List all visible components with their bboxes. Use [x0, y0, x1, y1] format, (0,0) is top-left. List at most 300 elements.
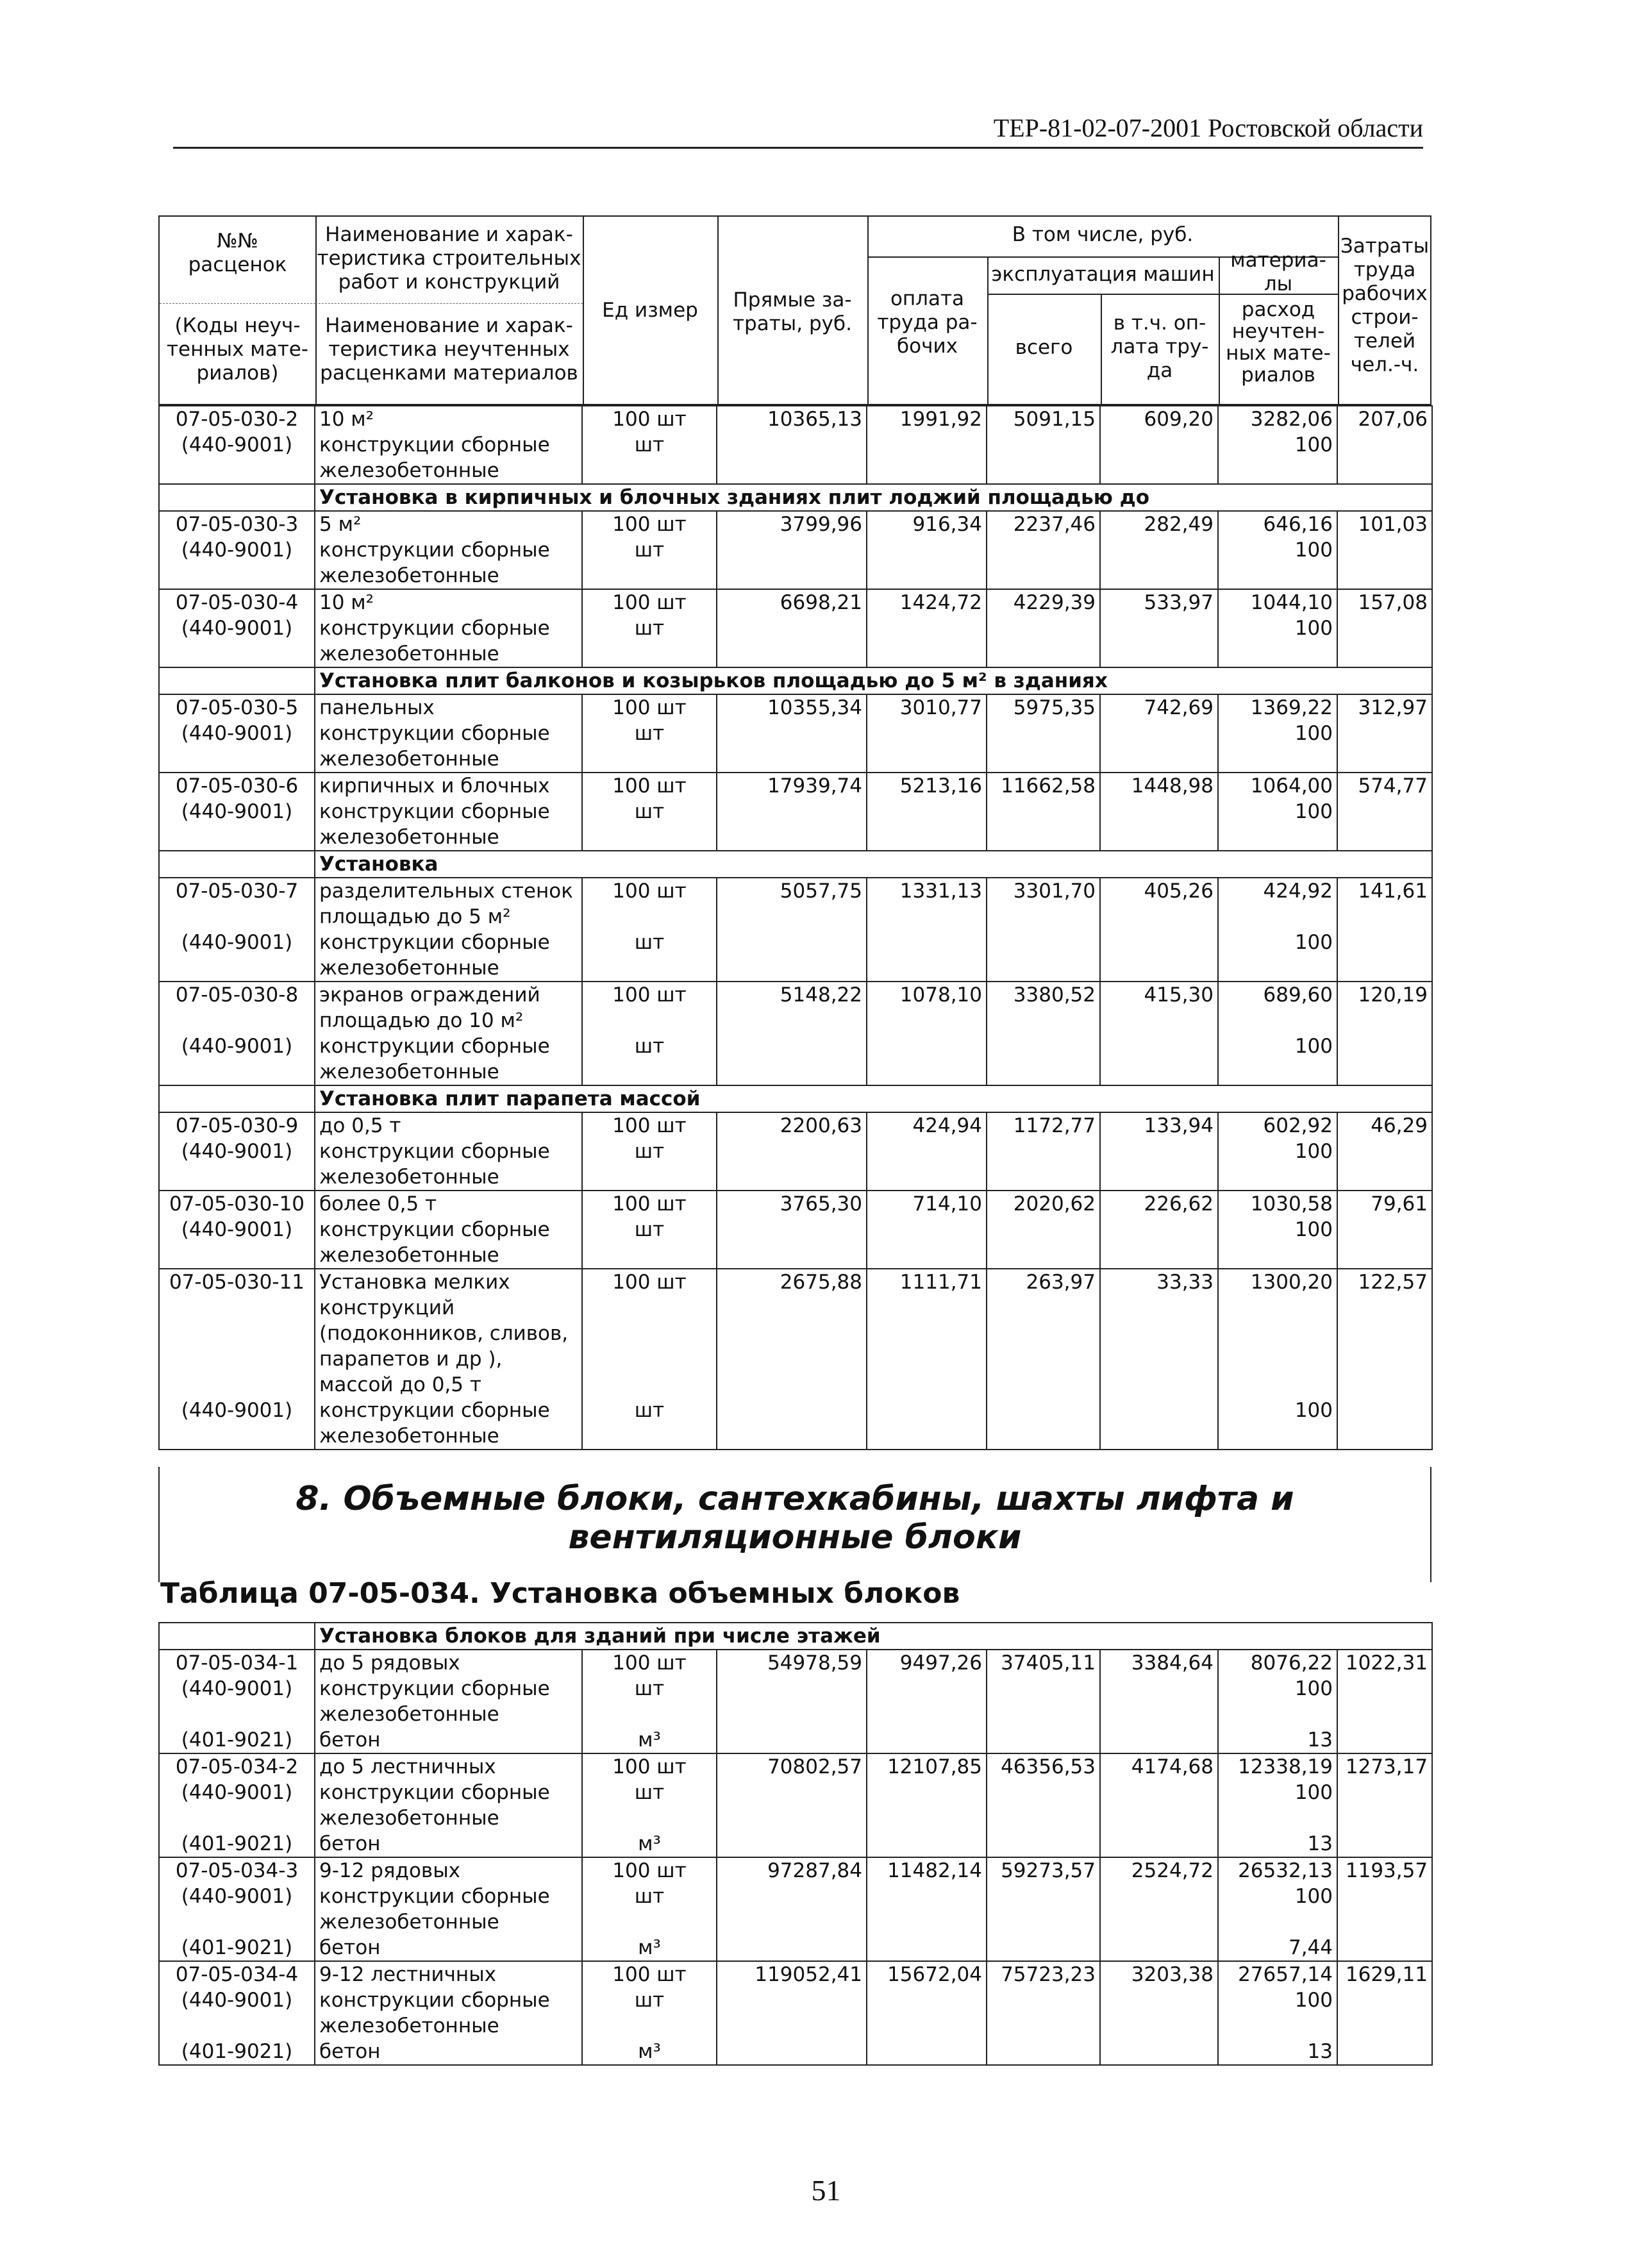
cell-machw [1100, 537, 1218, 589]
cell-wage: 1331,13 [867, 878, 987, 930]
cell-machw [1100, 930, 1218, 982]
cell-unit: шт [582, 615, 717, 667]
cell-code: 07-05-030-7 [159, 878, 315, 930]
cell-unit: м³ [582, 2039, 717, 2065]
cell-direct [717, 537, 867, 589]
cell-name: разделительных стенок площадью до 5 м² [315, 878, 582, 930]
cell-wage: 5213,16 [867, 773, 987, 799]
cell-lab: 141,61 [1337, 878, 1432, 930]
cell-mat: 100 [1218, 1217, 1337, 1269]
cell-mat: 13 [1218, 1831, 1337, 1857]
table-row [159, 1987, 1432, 2039]
cell-mach [987, 1139, 1100, 1191]
table-row [159, 1961, 1432, 1987]
cell-lab [1337, 1398, 1432, 1450]
cell-mach [987, 721, 1100, 773]
name-col-subheader: Наименование и харак- теристика неучтенных расценками материалов [320, 314, 578, 385]
cell-direct [717, 432, 867, 484]
cell-unit: шт [582, 1884, 717, 1935]
cell-unit: шт [582, 930, 717, 982]
cell-unit: 100 шт [582, 878, 717, 930]
cell-direct [717, 1780, 867, 1831]
cell-wage: 1111,71 [867, 1269, 987, 1398]
cell-name: конструкции сборные железобетонные [315, 930, 582, 982]
cell-wage: 12107,85 [867, 1753, 987, 1780]
machines-total-header: всего [1015, 336, 1073, 359]
cell-mach [987, 799, 1100, 851]
rates-table-07-05-034 [158, 1622, 1433, 2066]
table-row [159, 615, 1432, 667]
cell-direct [717, 930, 867, 982]
cell-unit: шт [582, 537, 717, 589]
cell-mach [987, 432, 1100, 484]
cell-code: 07-05-030-11 [159, 1269, 315, 1398]
cell-name: конструкции сборные железобетонные [315, 1217, 582, 1269]
cell-mat: 100 [1218, 1987, 1337, 2039]
cell-name: более 0,5 т [315, 1191, 582, 1217]
cell-wage: 11482,14 [867, 1857, 987, 1884]
cell-mach [987, 1033, 1100, 1085]
cell-wage [867, 1727, 987, 1753]
cell-code: (401-9021) [159, 2039, 315, 2065]
cell-name: конструкции сборные железобетонные [315, 1780, 582, 1831]
cell-code: (440-9001) [159, 930, 315, 982]
cell-mat: 1044,10 [1218, 589, 1337, 615]
cell-wage: 1424,72 [867, 589, 987, 615]
cell-unit: м³ [582, 1831, 717, 1857]
materials-sub-header: расход неучтен- ных мате- риалов [1226, 298, 1331, 387]
cell-unit: 100 шт [582, 1112, 717, 1139]
cell-code: (440-9001) [159, 1139, 315, 1191]
cell-direct [717, 1831, 867, 1857]
cell-direct: 2200,63 [717, 1112, 867, 1139]
cell-mach [987, 1987, 1100, 2039]
table-title: Таблица 07-05-034. Установка объемных блоков [160, 1577, 960, 1610]
cell-mach [987, 1727, 1100, 1753]
cell-mat: 13 [1218, 2039, 1337, 2065]
section-label: Установка в кирпичных и блочных зданиях плит лоджий площадью до [315, 484, 1432, 511]
cell-direct [717, 799, 867, 851]
cell-machw [1100, 1217, 1218, 1269]
cell-wage [867, 1884, 987, 1935]
cell-code: (440-9001) [159, 1033, 315, 1085]
cell-direct: 70802,57 [717, 1753, 867, 1780]
cell-unit: 100 шт [582, 406, 717, 432]
section-row [159, 1085, 1432, 1112]
cell-wage [867, 1217, 987, 1269]
cell-mat: 7,44 [1218, 1935, 1337, 1961]
cell-unit: шт [582, 1139, 717, 1191]
cell-direct [717, 1884, 867, 1935]
cell-machw: 4174,68 [1100, 1753, 1218, 1780]
cell-machw: 133,94 [1100, 1112, 1218, 1139]
table-row [159, 1857, 1432, 1884]
cell-name: бетон [315, 1727, 582, 1753]
cell-wage: 15672,04 [867, 1961, 987, 1987]
cell-mat: 3282,06 [1218, 406, 1337, 432]
cell-lab [1337, 1139, 1432, 1191]
cell-name: конструкции сборные железобетонные [315, 721, 582, 773]
cell-lab: 1629,11 [1337, 1961, 1432, 1987]
cell-lab: 1273,17 [1337, 1753, 1432, 1780]
page-header: ТЕР-81-02-07-2001 Ростовской области [173, 113, 1423, 149]
cell-machw [1100, 1831, 1218, 1857]
cell-mat: 100 [1218, 1033, 1337, 1085]
cell-code: 07-05-030-8 [159, 982, 315, 1033]
cell-lab [1337, 1033, 1432, 1085]
table-row [159, 537, 1432, 589]
cell-wage [867, 615, 987, 667]
table-row [159, 1650, 1432, 1676]
section-code-cell [159, 851, 315, 878]
cell-mat: 1064,00 [1218, 773, 1337, 799]
cell-mach [987, 1676, 1100, 1727]
cell-name: кирпичных и блочных [315, 773, 582, 799]
cell-direct [717, 1987, 867, 2039]
cell-lab [1337, 1676, 1432, 1727]
cell-mach: 5975,35 [987, 694, 1100, 721]
table-row [159, 406, 1432, 432]
cell-machw: 33,33 [1100, 1269, 1218, 1398]
page-number: 51 [811, 2174, 841, 2207]
cell-mat: 27657,14 [1218, 1961, 1337, 1987]
cell-lab: 122,57 [1337, 1269, 1432, 1398]
cell-mat: 689,60 [1218, 982, 1337, 1033]
cell-mat: 100 [1218, 1676, 1337, 1727]
cell-lab: 46,29 [1337, 1112, 1432, 1139]
cell-machw: 415,30 [1100, 982, 1218, 1033]
section-label: Установка плит парапета массой [315, 1085, 1432, 1112]
cell-name: до 0,5 т [315, 1112, 582, 1139]
cell-unit: м³ [582, 1935, 717, 1961]
cell-wage [867, 799, 987, 851]
cell-unit: шт [582, 1676, 717, 1727]
cell-wage [867, 1139, 987, 1191]
cell-lab: 101,03 [1337, 511, 1432, 537]
cell-unit: 100 шт [582, 773, 717, 799]
cell-mat: 100 [1218, 799, 1337, 851]
cell-code: (440-9001) [159, 721, 315, 773]
cell-name: бетон [315, 1935, 582, 1961]
cell-direct: 3765,30 [717, 1191, 867, 1217]
cell-unit: 100 шт [582, 1753, 717, 1780]
cell-unit: 100 шт [582, 694, 717, 721]
cell-machw: 3203,38 [1100, 1961, 1218, 1987]
cell-direct [717, 1727, 867, 1753]
cell-wage [867, 1398, 987, 1450]
cell-direct: 6698,21 [717, 589, 867, 615]
cell-mach [987, 1780, 1100, 1831]
cell-direct [717, 721, 867, 773]
cell-machw [1100, 1676, 1218, 1727]
cell-machw [1100, 1935, 1218, 1961]
cell-lab: 120,19 [1337, 982, 1432, 1033]
cell-machw [1100, 1727, 1218, 1753]
cell-mat: 100 [1218, 721, 1337, 773]
section-code-cell [159, 667, 315, 694]
section-row [159, 667, 1432, 694]
section-label: Установка блоков для зданий при числе этажей [315, 1623, 1432, 1650]
cell-mach: 11662,58 [987, 773, 1100, 799]
table-row [159, 799, 1432, 851]
cell-direct: 2675,88 [717, 1269, 867, 1398]
cell-mach: 3380,52 [987, 982, 1100, 1033]
cell-unit: шт [582, 1033, 717, 1085]
cell-name: конструкции сборные железобетонные [315, 432, 582, 484]
cell-code: 07-05-034-1 [159, 1650, 315, 1676]
cell-lab: 1022,31 [1337, 1650, 1432, 1676]
cell-name: конструкции сборные железобетонные [315, 799, 582, 851]
cell-name: 9-12 рядовых [315, 1857, 582, 1884]
table-row [159, 930, 1432, 982]
cell-name: конструкции сборные железобетонные [315, 1033, 582, 1085]
cell-mach: 2237,46 [987, 511, 1100, 537]
cell-wage [867, 2039, 987, 2065]
cell-name: до 5 рядовых [315, 1650, 582, 1676]
cell-mach [987, 1884, 1100, 1935]
direct-col-header: Прямые за- траты, руб. [733, 288, 852, 335]
cell-unit: 100 шт [582, 1269, 717, 1398]
cell-name: 10 м² [315, 589, 582, 615]
cell-machw: 1448,98 [1100, 773, 1218, 799]
cell-code: (401-9021) [159, 1727, 315, 1753]
section-label: Установка [315, 851, 1432, 878]
cell-name: конструкции сборные железобетонные [315, 615, 582, 667]
cell-code: (440-9001) [159, 1987, 315, 2039]
table-row [159, 1269, 1432, 1398]
cell-mat: 8076,22 [1218, 1650, 1337, 1676]
cell-wage: 714,10 [867, 1191, 987, 1217]
cell-code: (440-9001) [159, 799, 315, 851]
cell-name: Установка мелких конструкций (подоконников, сливов, парапетов и др ), массой до 0,5 т [315, 1269, 582, 1398]
cell-unit: 100 шт [582, 511, 717, 537]
cell-code: (440-9001) [159, 1676, 315, 1727]
cell-code: (440-9001) [159, 1884, 315, 1935]
section-code-cell [159, 1623, 315, 1650]
cell-mat: 100 [1218, 1884, 1337, 1935]
cell-code: (440-9001) [159, 1217, 315, 1269]
cell-lab: 157,08 [1337, 589, 1432, 615]
cell-code: 07-05-034-4 [159, 1961, 315, 1987]
table-row [159, 721, 1432, 773]
cell-wage: 9497,26 [867, 1650, 987, 1676]
cell-wage: 424,94 [867, 1112, 987, 1139]
cell-mach [987, 1217, 1100, 1269]
materials-header: материа- лы [1230, 249, 1326, 296]
cell-direct: 17939,74 [717, 773, 867, 799]
table-column-header [158, 215, 1431, 405]
cell-name: конструкции сборные железобетонные [315, 1139, 582, 1191]
cell-lab [1337, 2039, 1432, 2065]
cell-name: панельных [315, 694, 582, 721]
table-row [159, 1112, 1432, 1139]
cell-code: (440-9001) [159, 615, 315, 667]
section-code-cell [159, 484, 315, 511]
cell-machw [1100, 1398, 1218, 1450]
cell-mat: 100 [1218, 1139, 1337, 1191]
cell-direct: 3799,96 [717, 511, 867, 537]
cell-machw [1100, 799, 1218, 851]
cell-mach [987, 1831, 1100, 1857]
cell-wage [867, 721, 987, 773]
section-row [159, 851, 1432, 878]
section-row [159, 484, 1432, 511]
section-code-cell [159, 1085, 315, 1112]
cell-machw [1100, 1884, 1218, 1935]
section-label: Установка плит балконов и козырьков площадью до 5 м² в зданиях [315, 667, 1432, 694]
cell-wage [867, 432, 987, 484]
cell-name: бетон [315, 1831, 582, 1857]
cell-unit: шт [582, 721, 717, 773]
cell-mach: 2020,62 [987, 1191, 1100, 1217]
cell-mat: 646,16 [1218, 511, 1337, 537]
table-row [159, 694, 1432, 721]
cell-direct [717, 2039, 867, 2065]
name-col-header: Наименование и харак- теристика строительных работ и конструкций [317, 223, 581, 294]
cell-name: конструкции сборные железобетонные [315, 1884, 582, 1935]
cell-machw: 282,49 [1100, 511, 1218, 537]
cell-unit: шт [582, 799, 717, 851]
table-row [159, 1780, 1432, 1831]
cell-direct: 97287,84 [717, 1857, 867, 1884]
cell-name: конструкции сборные железобетонные [315, 1676, 582, 1727]
table-row [159, 1831, 1432, 1857]
cell-unit: шт [582, 1987, 717, 2039]
cell-lab [1337, 1780, 1432, 1831]
cell-unit: 100 шт [582, 1961, 717, 1987]
cell-mach [987, 1935, 1100, 1961]
cell-code: (440-9001) [159, 432, 315, 484]
cell-code: 07-05-034-3 [159, 1857, 315, 1884]
cell-direct [717, 1139, 867, 1191]
cell-machw: 3384,64 [1100, 1650, 1218, 1676]
table-row [159, 878, 1432, 930]
cell-lab [1337, 615, 1432, 667]
cell-mach [987, 1398, 1100, 1450]
cell-wage [867, 930, 987, 982]
labor-col-header: Затраты труда рабочих строи- телей чел.-ч. [1340, 235, 1430, 376]
cell-mat: 100 [1218, 930, 1337, 982]
cell-machw: 609,20 [1100, 406, 1218, 432]
unit-col-header: Ед измер [602, 299, 698, 322]
cell-mat: 12338,19 [1218, 1753, 1337, 1780]
table-row [159, 1033, 1432, 1085]
table-row [159, 1217, 1432, 1269]
table-row [159, 511, 1432, 537]
cell-machw [1100, 1033, 1218, 1085]
cell-lab: 312,97 [1337, 694, 1432, 721]
cell-lab [1337, 930, 1432, 982]
cell-lab: 79,61 [1337, 1191, 1432, 1217]
table-row [159, 2039, 1432, 2065]
cell-machw: 226,62 [1100, 1191, 1218, 1217]
cell-code: (440-9001) [159, 1398, 315, 1450]
cell-direct: 10365,13 [717, 406, 867, 432]
cell-mach [987, 615, 1100, 667]
cell-machw: 533,97 [1100, 589, 1218, 615]
cell-code: 07-05-030-10 [159, 1191, 315, 1217]
cell-lab [1337, 1831, 1432, 1857]
cell-name: 9-12 лестничных [315, 1961, 582, 1987]
table-row [159, 589, 1432, 615]
machines-header: эксплуатация машин [991, 263, 1215, 286]
cell-mat: 13 [1218, 1727, 1337, 1753]
cell-code: 07-05-030-4 [159, 589, 315, 615]
cell-direct [717, 1217, 867, 1269]
cell-mach: 37405,11 [987, 1650, 1100, 1676]
cell-lab [1337, 1987, 1432, 2039]
cell-wage: 916,34 [867, 511, 987, 537]
cell-mach: 1172,77 [987, 1112, 1100, 1139]
cell-direct [717, 1676, 867, 1727]
cell-code: 07-05-034-2 [159, 1753, 315, 1780]
cell-wage [867, 1033, 987, 1085]
table-row [159, 1191, 1432, 1217]
cell-wage [867, 1987, 987, 2039]
cell-wage: 1991,92 [867, 406, 987, 432]
cell-name: конструкции сборные железобетонные [315, 1398, 582, 1450]
cell-unit: шт [582, 1398, 717, 1450]
rates-table-07-05-030 [158, 405, 1433, 1450]
cell-wage [867, 1831, 987, 1857]
cell-machw [1100, 432, 1218, 484]
cell-mach: 59273,57 [987, 1857, 1100, 1884]
code-col-subheader: (Коды неуч- тенных мате- риалов) [166, 314, 309, 385]
cell-mat: 602,92 [1218, 1112, 1337, 1139]
cell-lab [1337, 1884, 1432, 1935]
table-row [159, 1727, 1432, 1753]
cell-mach [987, 930, 1100, 982]
table-row [159, 1139, 1432, 1191]
cell-machw [1100, 1987, 1218, 2039]
cell-code: 07-05-030-9 [159, 1112, 315, 1139]
cell-mat: 100 [1218, 1398, 1337, 1450]
cell-mach: 3301,70 [987, 878, 1100, 930]
cell-lab [1337, 432, 1432, 484]
cell-name: до 5 лестничных [315, 1753, 582, 1780]
cell-mat: 100 [1218, 1780, 1337, 1831]
cell-mat: 100 [1218, 615, 1337, 667]
cell-direct: 5148,22 [717, 982, 867, 1033]
cell-direct: 10355,34 [717, 694, 867, 721]
cell-machw [1100, 721, 1218, 773]
section-row [159, 1623, 1432, 1650]
cell-name: 10 м² [315, 406, 582, 432]
cell-wage: 1078,10 [867, 982, 987, 1033]
cell-code: (401-9021) [159, 1935, 315, 1961]
cell-direct [717, 1398, 867, 1450]
cell-wage [867, 1780, 987, 1831]
cell-machw: 2524,72 [1100, 1857, 1218, 1884]
cell-mach: 75723,23 [987, 1961, 1100, 1987]
cell-unit: 100 шт [582, 982, 717, 1033]
cell-direct [717, 1033, 867, 1085]
cell-mat: 1030,58 [1218, 1191, 1337, 1217]
cell-lab [1337, 1217, 1432, 1269]
cell-mach: 263,97 [987, 1269, 1100, 1398]
cell-lab [1337, 537, 1432, 589]
cell-direct: 54978,59 [717, 1650, 867, 1676]
cell-unit: 100 шт [582, 1191, 717, 1217]
table-row [159, 773, 1432, 799]
cell-name: конструкции сборные железобетонные [315, 1987, 582, 2039]
section-title: 8. Объемные блоки, сантехкабины, шахты лифта и вентиляционные блоки [296, 1480, 1294, 1557]
cell-mat: 1369,22 [1218, 694, 1337, 721]
table-row [159, 1398, 1432, 1450]
cell-name: конструкции сборные железобетонные [315, 537, 582, 589]
cell-code: 07-05-030-5 [159, 694, 315, 721]
cell-mat: 1300,20 [1218, 1269, 1337, 1398]
